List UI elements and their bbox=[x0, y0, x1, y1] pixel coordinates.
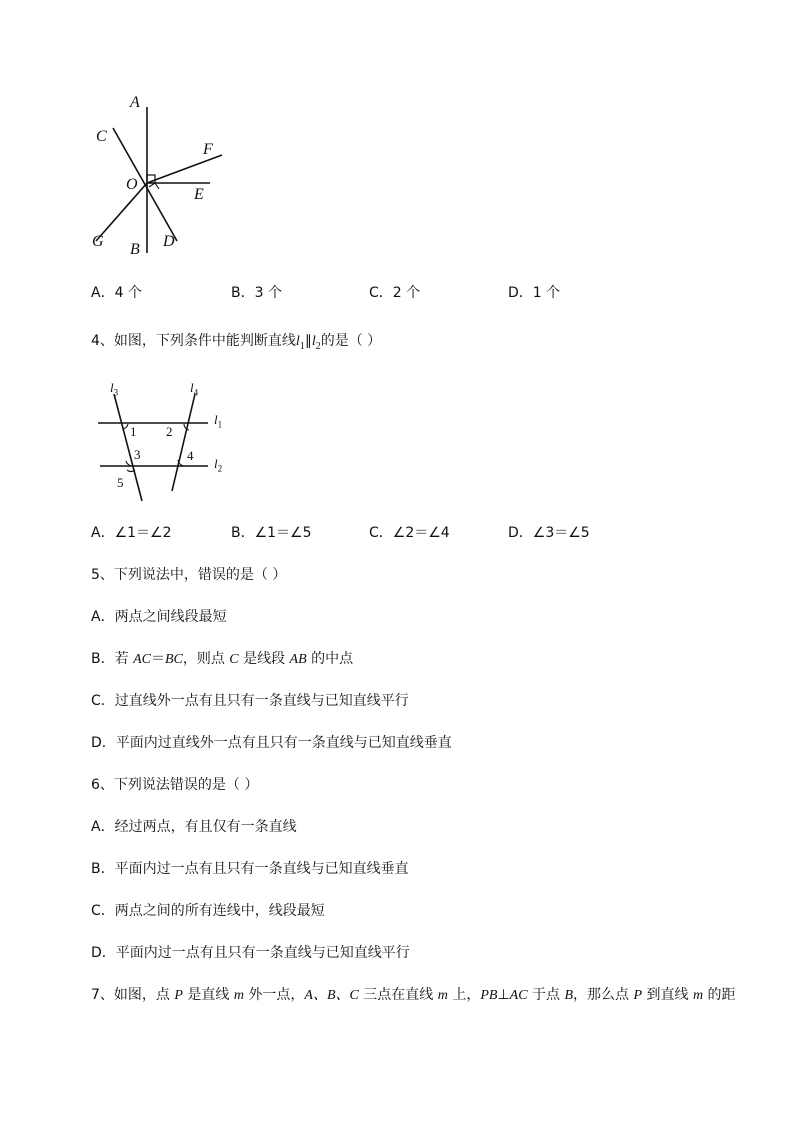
q4-l1: l bbox=[295, 334, 300, 349]
q7-m2: m bbox=[437, 988, 448, 1003]
q7-t1: 7、如图，点 bbox=[91, 987, 175, 1003]
q5-b-post: 的中点 bbox=[306, 651, 354, 667]
q7-t8: 到直线 bbox=[642, 987, 693, 1003]
q5-b-mid: ，则点 bbox=[182, 651, 230, 667]
q7-b: B bbox=[564, 988, 574, 1003]
q7-p2: P bbox=[633, 988, 643, 1003]
q7-t4: 三点在直线 bbox=[358, 987, 438, 1003]
q7-perp: ⊥ bbox=[497, 987, 510, 1003]
q7-t3: 外一点， bbox=[243, 987, 305, 1003]
angle-1-arc bbox=[123, 424, 128, 429]
q4-stem bbox=[91, 332, 381, 356]
q4-l2: l bbox=[311, 334, 316, 349]
label-angle-1: 1 bbox=[130, 424, 137, 439]
label-l3 bbox=[110, 380, 118, 398]
q5-b-c: C bbox=[229, 652, 239, 667]
q3-option-a: A．4 个 bbox=[91, 285, 142, 301]
label-o: O bbox=[126, 176, 138, 193]
angle-mark bbox=[149, 183, 159, 189]
label-angle-2: 2 bbox=[166, 424, 173, 439]
q5-stem: 5、下列说法中，错误的是（ ） bbox=[91, 567, 287, 583]
q4-l1-sub: 1 bbox=[299, 340, 305, 352]
q7-t6: 于点 bbox=[527, 987, 565, 1003]
q4-option-d: D．∠3＝∠5 bbox=[508, 525, 590, 541]
figure-parallel-lines bbox=[90, 378, 240, 503]
q3-option-c: C．2 个 bbox=[369, 285, 421, 301]
q4-parallel: ∥ bbox=[304, 333, 312, 349]
label-g: G bbox=[92, 233, 104, 250]
q4-option-a: A．∠1＝∠2 bbox=[91, 525, 172, 541]
q7-t2: 是直线 bbox=[182, 987, 234, 1003]
label-l1-l: l bbox=[214, 412, 218, 427]
q7-t9: 的距 bbox=[703, 987, 736, 1003]
q5-b-mid2: 是线段 bbox=[238, 651, 290, 667]
q4-l2-sub: 2 bbox=[315, 340, 321, 352]
q5-b-ac: AC bbox=[133, 652, 151, 667]
ray-of bbox=[147, 155, 222, 183]
line-l4 bbox=[172, 394, 195, 491]
q6-option-a: A．经过两点，有且仅有一条直线 bbox=[91, 819, 297, 835]
label-d: D bbox=[163, 233, 175, 250]
q5-option-c: C．过直线外一点有且只有一条直线与已知直线平行 bbox=[91, 693, 409, 709]
label-l2-l: l bbox=[214, 456, 218, 471]
q7-stem bbox=[91, 986, 736, 1005]
q7-t5: 上， bbox=[447, 987, 481, 1003]
q6-option-d: D．平面内过一点有且只有一条直线与已知直线平行 bbox=[91, 945, 410, 961]
q7-m: m bbox=[233, 988, 244, 1003]
q4-option-b: B．∠1＝∠5 bbox=[231, 525, 312, 541]
label-l2-sub: 2 bbox=[217, 463, 223, 474]
figure-angles bbox=[80, 90, 240, 265]
q7-m3: m bbox=[692, 988, 704, 1003]
q3-option-b: B．3 个 bbox=[231, 285, 282, 301]
q7-t7: ，那么点 bbox=[573, 987, 634, 1003]
q7-pb: PB bbox=[480, 988, 498, 1003]
label-l4 bbox=[190, 380, 198, 398]
label-l3-l: l bbox=[110, 380, 114, 395]
q5-b-pre: B．若 bbox=[91, 651, 134, 667]
q5-option-a: A．两点之间线段最短 bbox=[91, 609, 227, 625]
q4-option-c: C．∠2＝∠4 bbox=[369, 525, 450, 541]
label-angle-4: 4 bbox=[187, 448, 194, 463]
label-e: E bbox=[194, 186, 204, 203]
q4-stem-post: 的是（ ） bbox=[320, 333, 382, 349]
q5-b-bc: BC bbox=[164, 652, 183, 667]
label-l4-sub: 4 bbox=[193, 387, 199, 398]
label-l2 bbox=[214, 456, 222, 474]
label-angle-3: 3 bbox=[134, 447, 141, 462]
q5-option-d: D．平面内过直线外一点有且只有一条直线与已知直线垂直 bbox=[91, 735, 452, 751]
label-angle-5: 5 bbox=[117, 475, 124, 490]
label-a: A bbox=[130, 94, 140, 111]
label-b: B bbox=[130, 241, 140, 258]
label-l3-sub: 3 bbox=[113, 387, 119, 398]
q5-b-eq: ＝ bbox=[150, 651, 165, 667]
q7-abc: A、B、C bbox=[304, 988, 359, 1003]
q3-option-d: D．1 个 bbox=[508, 285, 561, 301]
q4-stem-pre: 4、如图，下列条件中能判断直线 bbox=[91, 333, 296, 349]
q5-b-ab: AB bbox=[289, 652, 307, 667]
label-c: C bbox=[96, 128, 107, 145]
q7-p: P bbox=[174, 988, 183, 1003]
label-l1 bbox=[214, 412, 222, 430]
figure-angles-lines bbox=[80, 90, 240, 265]
q7-ac: AC bbox=[509, 988, 528, 1003]
label-l4-l: l bbox=[190, 380, 194, 395]
label-l1-sub: 1 bbox=[217, 419, 223, 430]
q6-option-b: B．平面内过一点有且只有一条直线与已知直线垂直 bbox=[91, 861, 409, 877]
label-f: F bbox=[203, 141, 213, 158]
q5-option-b bbox=[91, 650, 353, 669]
q6-option-c: C．两点之间的所有连线中，线段最短 bbox=[91, 903, 325, 919]
q6-stem: 6、下列说法错误的是（ ） bbox=[91, 777, 259, 793]
